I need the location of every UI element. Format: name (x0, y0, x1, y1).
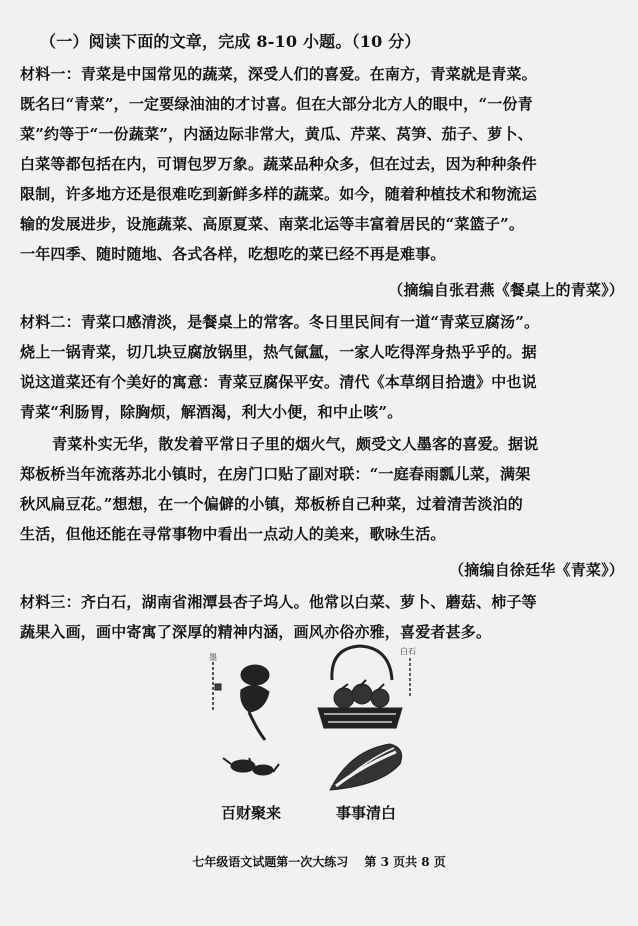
material1-line-7: 一年四季、随时随地、各式各样，吃想吃的菜已经不再是难事。 (20, 245, 446, 263)
material2-line-3: 说这道菜还有个美好的寓意：青菜豆腐保平安。清代《本草纲目拾遗》中也说 (20, 373, 537, 391)
painting-caption-2: 事事清白 (336, 804, 397, 822)
material2-para2-line-4: 生活，但他还能在寻常事物中看出一点动人的美来，歌咏生活。 (20, 525, 446, 543)
painting-caption-1: 百财聚来 (221, 804, 282, 822)
painting-basket-icon (310, 640, 420, 800)
material2-para2-line-1: 青菜朴实无华，散发着平常日子里的烟火气，颇受文人墨客的喜爱。据说 (52, 435, 539, 453)
material2-line-1: 材料二：青菜口感清淡，是餐桌上的常客。冬日里民间有一道“青菜豆腐汤”。 (20, 313, 540, 331)
material1-line-3: 菜”约等于“一份蔬菜”，内涵边际非常大，黄瓜、芹菜、莴笋、茄子、萝卜、 (20, 125, 533, 143)
svg-text:墨: 墨 (209, 653, 217, 662)
footer-exam-title: 七年级语文试题第一次大练习 (192, 855, 349, 869)
material2-line-4: 青菜“利肠胃，除胸烦，解酒渴，利大小便，和中止咳”。 (20, 403, 403, 421)
material1-line-6: 输的发展进步，设施蔬菜、高原夏菜、南菜北运等丰富着居民的“菜篮子”。 (20, 215, 525, 233)
material3-line-2: 蔬果入画，画中寄寓了深厚的精神内涵，画风亦俗亦雅，喜爱者甚多。 (20, 623, 492, 641)
material1-line-2: 既名曰“青菜”，一定要绿油油的才讨喜。但在大部分北方人的眼中，“一份青 (20, 95, 533, 113)
material1-label: 材料一： (20, 65, 81, 83)
material3-line-1: 材料三：齐白石，湖南省湘潭县杏子坞人。他常以白菜、萝卜、蘑菇、柿子等 (20, 593, 537, 611)
page-footer (0, 853, 638, 870)
material1-line-1: 材料一：青菜是中国常见的蔬菜，深受人们的喜爱。在南方，青菜就是青菜。 (20, 65, 537, 83)
material1-line-4: 白菜等都包括在内，可谓包罗万象。蔬菜品种众多，但在过去，因为种种条件 (20, 155, 537, 173)
footer-page-number: 第 3 页共 8 页 (364, 855, 446, 869)
material2-line-2: 烧上一锅青菜，切几块豆腐放锅里，热气氤氲，一家人吃得浑身热乎乎的。据 (20, 343, 537, 361)
material2-source: （摘编自徐廷华《青菜》） (449, 561, 624, 579)
material2-para2-line-3: 秋风扁豆花。”想想，在一个偏僻的小镇，郑板桥自己种菜，过着清苦淡泊的 (20, 495, 523, 513)
material3-label: 材料三： (20, 593, 81, 611)
svg-text:白石: 白石 (400, 647, 416, 656)
material2-para2-line-2: 郑板桥当年流落苏北小镇时，在房门口贴了副对联：“一庭春雨瓢儿菜，满架 (20, 465, 531, 483)
painting-radish-icon (205, 640, 295, 800)
material1-line-5: 限制，许多地方还是很难吃到新鲜多样的蔬菜。如今，随着种植技术和物流运 (20, 185, 537, 203)
question-header: （一）阅读下面的文章，完成 8-10 小题。（10 分） (40, 32, 421, 51)
material1-source: （摘编自张君燕《餐桌上的青菜》） (388, 281, 624, 299)
material2-label: 材料二： (20, 313, 81, 331)
